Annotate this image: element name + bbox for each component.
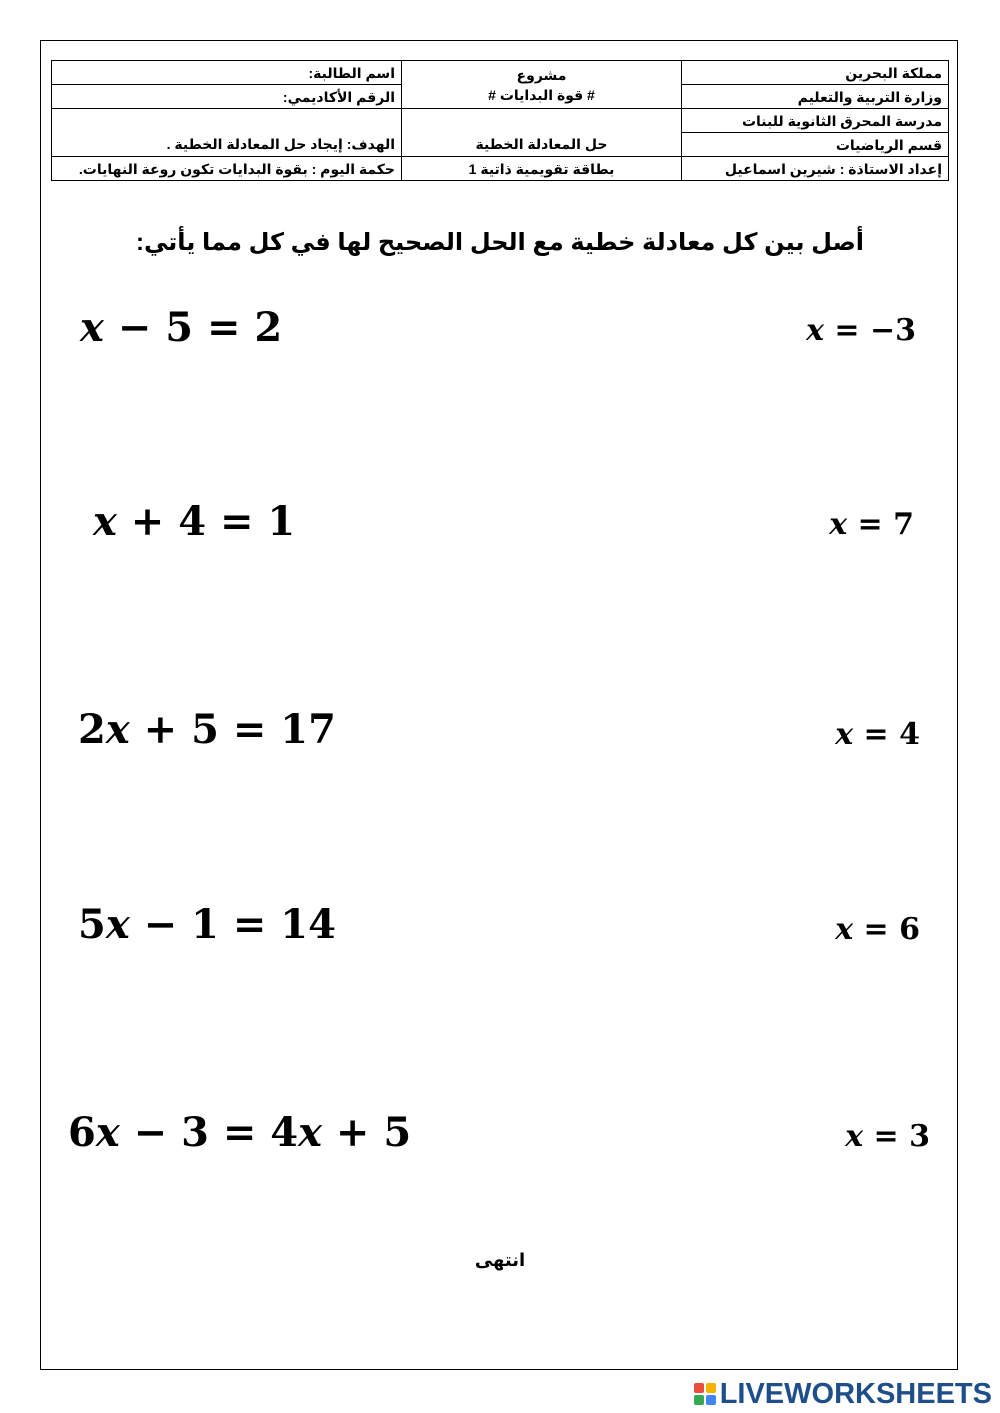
instruction-text: أصل بين كل معادلة خطية مع الحل الصحيح لها في كل مما يأتي: bbox=[136, 229, 864, 256]
equation-4-coef: 5 bbox=[78, 901, 106, 948]
equation-4 bbox=[78, 901, 336, 948]
card-type: بطاقة تقويمية ذاتية 1 bbox=[402, 157, 682, 181]
solution-3 bbox=[835, 717, 920, 752]
equation-3-coef: 2 bbox=[78, 706, 106, 753]
solution-4 bbox=[835, 912, 920, 947]
header-table bbox=[51, 60, 949, 181]
solution-4-var: x bbox=[835, 912, 854, 947]
solution-5-var: x bbox=[845, 1119, 864, 1154]
equation-5-var-2: x bbox=[298, 1109, 322, 1156]
academic-number-label: الرقم الأكاديمي: bbox=[52, 85, 402, 109]
solution-3-value: = 4 bbox=[853, 717, 920, 752]
logo-square bbox=[706, 1395, 716, 1405]
equation-3-var: x bbox=[105, 706, 130, 753]
equation-1-rest: − 5 = 2 bbox=[103, 304, 283, 351]
equation-1-var: x bbox=[80, 304, 104, 351]
solution-5 bbox=[845, 1119, 930, 1154]
logo-square bbox=[706, 1383, 716, 1393]
logo-square bbox=[694, 1395, 704, 1405]
solution-2-var: x bbox=[829, 507, 848, 542]
lesson-title-cell bbox=[402, 109, 682, 157]
department-label: قسم الرياضيات bbox=[682, 133, 949, 157]
equation-1 bbox=[80, 304, 283, 351]
equation-4-rest: − 1 = 14 bbox=[129, 901, 336, 948]
equation-5-rest: + 5 bbox=[321, 1109, 412, 1156]
student-name-label: اسم الطالبة: bbox=[52, 61, 402, 85]
solution-1 bbox=[806, 313, 916, 348]
project-label: مشروع bbox=[516, 66, 567, 83]
kingdom-label: مملكة البحرين bbox=[682, 61, 949, 85]
school-label: مدرسة المحرق الثانوية للبنات bbox=[682, 109, 949, 133]
objective-text bbox=[52, 109, 402, 157]
equation-3 bbox=[78, 706, 336, 753]
equation-5-mid: − 3 = 4 bbox=[119, 1109, 299, 1156]
objective-value: الهدف: إيجاد حل المعادلة الخطية . bbox=[166, 136, 395, 152]
solution-3-var: x bbox=[835, 717, 854, 752]
equation-4-var: x bbox=[105, 901, 130, 948]
solution-5-value: = 3 bbox=[863, 1119, 930, 1154]
equation-2 bbox=[93, 498, 296, 545]
wisdom-text: حكمة اليوم : بقوة البدايات تكون روعة النهايات. bbox=[52, 157, 402, 181]
ministry-label: وزارة التربية والتعليم bbox=[682, 85, 949, 109]
solution-4-value: = 6 bbox=[853, 912, 920, 947]
equation-3-rest: + 5 = 17 bbox=[129, 706, 336, 753]
equation-5 bbox=[68, 1109, 412, 1156]
teacher-label: إعداد الاستاذة : شيرين اسماعيل bbox=[682, 157, 949, 181]
solution-2-value: = 7 bbox=[847, 507, 914, 542]
project-cell bbox=[402, 61, 682, 109]
liveworksheets-logo-icon bbox=[694, 1383, 716, 1405]
equation-2-rest: + 4 = 1 bbox=[116, 498, 296, 545]
solution-1-value: = −3 bbox=[823, 313, 916, 348]
equation-5-var-1: x bbox=[95, 1109, 120, 1156]
liveworksheets-brand[interactable] bbox=[694, 1378, 992, 1410]
solution-1-var: x bbox=[806, 313, 824, 348]
end-label: انتهى bbox=[474, 1250, 526, 1270]
equation-2-var: x bbox=[93, 498, 117, 545]
logo-square bbox=[694, 1383, 704, 1393]
brand-text: LIVEWORKSHEETS bbox=[719, 1377, 992, 1410]
solution-2 bbox=[829, 507, 914, 542]
equation-5-coef: 6 bbox=[68, 1109, 96, 1156]
project-name: # قوة البدايات # bbox=[488, 86, 595, 103]
lesson-title: حل المعادلة الخطية bbox=[475, 136, 608, 152]
